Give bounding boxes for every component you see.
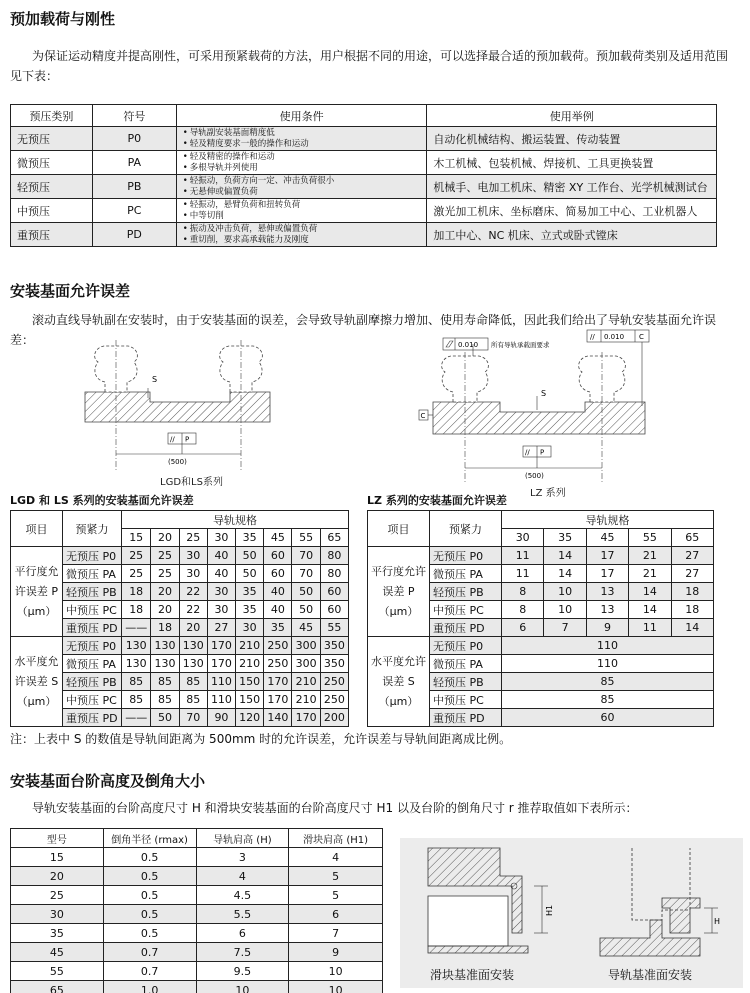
- preload-symbol: PC: [92, 199, 176, 223]
- tolerance-value: 27: [671, 565, 713, 583]
- table-row: [11, 886, 383, 905]
- rail-reference-label: 导轨基准面安装: [608, 968, 693, 982]
- tolerance-value: 14: [544, 547, 586, 565]
- tolerance-value: 18: [122, 601, 151, 619]
- table-row: [11, 199, 717, 223]
- table-cell: 7.5: [196, 943, 289, 962]
- table-cell: 4.5: [196, 886, 289, 905]
- lgd-ls-figure-label: LGD和LS系列: [160, 477, 223, 488]
- tolerance-value: 17: [586, 565, 628, 583]
- tolerance-value: 11: [502, 547, 544, 565]
- table-cell: 0.7: [103, 943, 196, 962]
- tolerance-value: 18: [122, 583, 151, 601]
- tolerance-value: 20: [151, 601, 179, 619]
- table-cell: 25: [11, 886, 104, 905]
- tolerance-value: 130: [179, 637, 207, 655]
- flatness-note: 所有导轨承载面要求: [491, 341, 550, 349]
- tolerance-value: 210: [292, 691, 320, 709]
- tolerance-value: 170: [207, 655, 235, 673]
- preload-label: 无预压 P0: [430, 637, 502, 655]
- tolerance-value: 60: [264, 565, 292, 583]
- tolerance-value: 13: [586, 583, 628, 601]
- size-cell: 35: [236, 529, 264, 547]
- table-cell: 0.7: [103, 962, 196, 981]
- tolerance-value: 250: [320, 673, 348, 691]
- tolerance-value: 30: [179, 565, 207, 583]
- tolerance-value: 250: [264, 637, 292, 655]
- preload-label: 微预压 PA: [63, 565, 122, 583]
- preload-label: 轻预压 PB: [63, 673, 122, 691]
- table-row: [368, 547, 714, 565]
- shoulder-height-table: [10, 828, 383, 993]
- tolerance-value: 11: [629, 619, 671, 637]
- datum-c: C: [420, 412, 426, 420]
- use-example: 加工中心、NC 机床、立式或卧式镗床: [427, 223, 717, 247]
- preload-label: 重预压 PD: [430, 709, 502, 727]
- tolerance-value: 85: [151, 673, 179, 691]
- table-header-row: [368, 511, 714, 529]
- tolerance-value: 25: [122, 547, 151, 565]
- size-cell: 35: [544, 529, 586, 547]
- s-label: S: [541, 389, 547, 398]
- table-cell: 9: [289, 943, 383, 962]
- preload-label: 微预压 PA: [63, 655, 122, 673]
- tolerance-value: 20: [179, 619, 207, 637]
- use-condition: • 轻振动，负荷方向一定、冲击负荷很小 • 无悬伸或偏置负荷: [176, 175, 427, 199]
- header-preload: 预紧力: [430, 511, 502, 547]
- size-cell: 20: [151, 529, 179, 547]
- preload-label: 中预压 PC: [430, 691, 502, 709]
- tolerance-value: 35: [264, 619, 292, 637]
- header-cell: 导轨肩高 (H): [196, 829, 289, 848]
- tolerance-value: 130: [151, 655, 179, 673]
- table-cell: 0.5: [103, 886, 196, 905]
- table-row: [11, 151, 717, 175]
- table-row: [11, 981, 383, 993]
- table-cell: 7: [289, 924, 383, 943]
- table-row: [11, 924, 383, 943]
- header-item: 项目: [368, 511, 430, 547]
- header-cell: 使用举例: [427, 105, 717, 127]
- tolerance-group: 水平度允许误差 S（μm）: [368, 637, 430, 727]
- tolerance-value: 35: [236, 601, 264, 619]
- table-cell: 10: [289, 962, 383, 981]
- table-cell: 10: [196, 981, 289, 993]
- preload-category: 微预压: [11, 151, 93, 175]
- tolerance-value: 25: [122, 565, 151, 583]
- preload-category: 轻预压: [11, 175, 93, 199]
- tolerance-value: 250: [320, 691, 348, 709]
- table-cell: 6: [289, 905, 383, 924]
- tolerance-value: 130: [122, 655, 151, 673]
- block-reference-label: 滑块基准面安装: [430, 968, 515, 982]
- preload-label: 重预压 PD: [63, 619, 122, 637]
- preload-label: 无预压 P0: [430, 547, 502, 565]
- preload-symbol: P0: [92, 127, 176, 151]
- preload-label: 轻预压 PB: [430, 673, 502, 691]
- tolerance-value: ——: [122, 709, 151, 727]
- table-cell: 0.5: [103, 848, 196, 867]
- table-cell: 5.5: [196, 905, 289, 924]
- parallel-symbol: //: [590, 333, 595, 341]
- table-row: [11, 848, 383, 867]
- tolerance-value: 22: [179, 583, 207, 601]
- parallel-value: 0.010: [604, 333, 625, 341]
- tolerance-value: 60: [264, 547, 292, 565]
- section-title-preload: 预加载荷与刚性: [10, 10, 116, 28]
- tolerance-value: 70: [179, 709, 207, 727]
- tolerance-value: 14: [671, 619, 713, 637]
- preload-label: 无预压 P0: [63, 547, 122, 565]
- tolerance-value: 25: [151, 565, 179, 583]
- tolerance-value: 9: [586, 619, 628, 637]
- size-cell: 65: [671, 529, 713, 547]
- table-cell: 0.5: [103, 867, 196, 886]
- table-row: [11, 905, 383, 924]
- h-label: H: [714, 917, 721, 926]
- table-row: [11, 867, 383, 886]
- tolerance-value: 30: [207, 601, 235, 619]
- tolerance-value: 110: [502, 655, 714, 673]
- size-cell: 30: [502, 529, 544, 547]
- preload-symbol: PB: [92, 175, 176, 199]
- tolerance-value: 8: [502, 601, 544, 619]
- tolerance-value: 130: [122, 637, 151, 655]
- tolerance-value: 40: [207, 547, 235, 565]
- tolerance-value: 150: [236, 691, 264, 709]
- tolerance-value: 40: [264, 583, 292, 601]
- table-cell: 45: [11, 943, 104, 962]
- tolerance-value: 27: [207, 619, 235, 637]
- tolerance-value: 30: [236, 619, 264, 637]
- tolerance-value: 170: [264, 691, 292, 709]
- tolerance-value: 60: [320, 601, 348, 619]
- tolerance-value: 120: [236, 709, 264, 727]
- tolerance-value: 50: [236, 547, 264, 565]
- tolerance-value: 10: [544, 601, 586, 619]
- header-cell: 使用条件: [176, 105, 427, 127]
- table-cell: 6: [196, 924, 289, 943]
- use-example: 自动化机械结构、搬运装置、传动装置: [427, 127, 717, 151]
- parallel-symbol: //: [170, 435, 175, 444]
- section-title-shoulder-height: 安装基面台阶高度及倒角大小: [10, 772, 206, 790]
- tolerance-value: 85: [151, 691, 179, 709]
- preload-label: 中预压 PC: [430, 601, 502, 619]
- tolerance-value: 150: [236, 673, 264, 691]
- tolerance-value: 210: [236, 655, 264, 673]
- tolerance-value: 10: [544, 583, 586, 601]
- use-condition: • 导轨副安装基面精度低 • 轻及精度要求一般的操作和运动: [176, 127, 427, 151]
- preload-label: 中预压 PC: [63, 601, 122, 619]
- size-cell: 15: [122, 529, 151, 547]
- use-condition: • 轻振动，悬臂负荷和扭转负荷 • 中等切削: [176, 199, 427, 223]
- table-cell: 15: [11, 848, 104, 867]
- table-cell: 4: [196, 867, 289, 886]
- size-cell: 65: [320, 529, 348, 547]
- tolerance-value: 40: [264, 601, 292, 619]
- preload-table: [10, 104, 717, 247]
- table-cell: 3: [196, 848, 289, 867]
- preload-label: 轻预压 PB: [63, 583, 122, 601]
- tolerance-group: 平行度允许误差 P（μm）: [11, 547, 63, 637]
- table-cell: 5: [289, 867, 383, 886]
- tolerance-value: 130: [179, 655, 207, 673]
- preload-label: 重预压 PD: [63, 709, 122, 727]
- lz-mounting-diagram: [415, 326, 655, 496]
- tolerance-value: 17: [586, 547, 628, 565]
- tolerance-value: 14: [629, 583, 671, 601]
- use-condition: • 振动及冲击负荷，悬伸或偏置负荷 • 重切削，要求高承载能力及刚度: [176, 223, 427, 247]
- use-example: 木工机械、包装机械、焊接机、工具更换装置: [427, 151, 717, 175]
- preload-category: 无预压: [11, 127, 93, 151]
- tolerance-value: 25: [151, 547, 179, 565]
- header-cell: 滑块肩高 (H1): [289, 829, 383, 848]
- tolerance-value: 210: [236, 637, 264, 655]
- tolerance-value: 30: [179, 547, 207, 565]
- tolerance-value: 21: [629, 547, 671, 565]
- header-cell: 符号: [92, 105, 176, 127]
- tolerance-value: 8: [502, 583, 544, 601]
- table-cell: 1.0: [103, 981, 196, 993]
- tolerance-value: 70: [292, 547, 320, 565]
- header-cell: 预压类别: [11, 105, 93, 127]
- tolerance-value: 250: [264, 655, 292, 673]
- tolerance-value: 85: [122, 691, 151, 709]
- p-label: P: [540, 448, 545, 457]
- tolerance-value: 300: [292, 637, 320, 655]
- table-header-row: [11, 829, 383, 848]
- tolerance-value: 130: [151, 637, 179, 655]
- p-label: P: [185, 435, 190, 444]
- header-spec: 导轨规格: [502, 511, 714, 529]
- shoulder-height-intro: 导轨安装基面的台阶高度尺寸 H 和滑块安装基面的台阶高度尺寸 H1 以及台阶的倒角尺寸 r 推荐取值如下表所示：: [32, 801, 638, 815]
- s-label: S: [152, 375, 158, 384]
- tolerance-value: 18: [671, 601, 713, 619]
- size-cell: 55: [629, 529, 671, 547]
- lz-tolerance-table: [367, 510, 714, 727]
- tolerance-value: 170: [292, 709, 320, 727]
- tolerance-value: 18: [151, 619, 179, 637]
- size-cell: 30: [207, 529, 235, 547]
- table-cell: 20: [11, 867, 104, 886]
- size-cell: 45: [264, 529, 292, 547]
- table-row: [11, 223, 717, 247]
- preload-category: 中预压: [11, 199, 93, 223]
- table-row: [11, 637, 349, 655]
- header-spec: 导轨规格: [122, 511, 349, 529]
- tolerance-value: 80: [320, 547, 348, 565]
- preload-category: 重预压: [11, 223, 93, 247]
- flatness-value: 0.010: [458, 341, 479, 349]
- tolerance-value: 40: [207, 565, 235, 583]
- tolerance-value: 350: [320, 655, 348, 673]
- tolerance-value: 18: [671, 583, 713, 601]
- tolerance-value: 85: [122, 673, 151, 691]
- preload-intro: 为保证运动精度并提高刚性，可采用预紧载荷的方法，用户根据不同的用途，可以选择最合适的预加载荷。预加载荷类别及适用范围见下表：: [10, 49, 729, 83]
- tolerance-value: 14: [629, 601, 671, 619]
- lz-table-caption: LZ 系列的安装基面允许误差: [367, 494, 507, 507]
- lz-figure-label: LZ 系列: [530, 488, 566, 499]
- tolerance-value: 350: [320, 637, 348, 655]
- lgd-ls-table-caption: LGD 和 LS 系列的安装基面允许误差: [10, 494, 194, 507]
- header-item: 项目: [11, 511, 63, 547]
- table-cell: 4: [289, 848, 383, 867]
- distance-label: (500): [168, 458, 187, 466]
- header-preload: 预紧力: [63, 511, 122, 547]
- tolerance-value: 7: [544, 619, 586, 637]
- distance-label: (500): [525, 472, 544, 480]
- tolerance-value: 170: [207, 637, 235, 655]
- table-row: [11, 175, 717, 199]
- tolerance-value: 13: [586, 601, 628, 619]
- header-cell: 型号: [11, 829, 104, 848]
- tolerance-value: 50: [292, 583, 320, 601]
- tolerance-value: 6: [502, 619, 544, 637]
- preload-label: 重预压 PD: [430, 619, 502, 637]
- table-cell: 5: [289, 886, 383, 905]
- table-note: 注：上表中 S 的数值是导轨间距离为 500mm 时的允许误差，允许误差与导轨间距离成比例。: [10, 732, 512, 746]
- preload-label: 微预压 PA: [430, 655, 502, 673]
- tolerance-value: 140: [264, 709, 292, 727]
- preload-symbol: PA: [92, 151, 176, 175]
- size-cell: 25: [179, 529, 207, 547]
- preload-symbol: PD: [92, 223, 176, 247]
- tolerance-value: 35: [236, 583, 264, 601]
- use-example: 机械手、电加工机床、精密 XY 工作台、光学机械测试台: [427, 175, 717, 199]
- preload-label: 中预压 PC: [63, 691, 122, 709]
- table-row: [368, 637, 714, 655]
- tolerance-value: 50: [236, 565, 264, 583]
- table-row: [11, 127, 717, 151]
- table-cell: 65: [11, 981, 104, 993]
- table-cell: 10: [289, 981, 383, 993]
- tolerance-value: ——: [122, 619, 151, 637]
- table-cell: 0.5: [103, 924, 196, 943]
- use-example: 激光加工机床、坐标磨床、简易加工中心、工业机器人: [427, 199, 717, 223]
- table-row: [11, 943, 383, 962]
- tolerance-value: 50: [151, 709, 179, 727]
- h1-label: H1: [545, 904, 554, 916]
- tolerance-value: 110: [207, 673, 235, 691]
- table-cell: 55: [11, 962, 104, 981]
- lgd-ls-mounting-diagram: [80, 340, 300, 490]
- tolerance-value: 60: [320, 583, 348, 601]
- table-row: [11, 547, 349, 565]
- tolerance-value: 70: [292, 565, 320, 583]
- tolerance-value: 27: [671, 547, 713, 565]
- tolerance-value: 22: [179, 601, 207, 619]
- tolerance-value: 45: [292, 619, 320, 637]
- tolerance-value: 30: [207, 583, 235, 601]
- size-cell: 55: [292, 529, 320, 547]
- header-cell: 倒角半径 (rmax): [103, 829, 196, 848]
- table-cell: 9.5: [196, 962, 289, 981]
- table-cell: 30: [11, 905, 104, 924]
- tolerance-value: 85: [502, 673, 714, 691]
- tolerance-value: 110: [207, 691, 235, 709]
- tolerance-value: 210: [292, 673, 320, 691]
- shoulder-diagram: [400, 838, 743, 968]
- size-cell: 45: [586, 529, 628, 547]
- preload-label: 微预压 PA: [430, 565, 502, 583]
- mounting-error-intro: 滚动直线导轨副在安装时，由于安装基面的误差，会导致导轨副摩擦力增加、使用寿命降低，因此我们给出了导轨安装基面允许误差：: [10, 313, 717, 347]
- tolerance-value: 60: [502, 709, 714, 727]
- tolerance-value: 21: [629, 565, 671, 583]
- tolerance-value: 85: [179, 673, 207, 691]
- tolerance-value: 14: [544, 565, 586, 583]
- table-row: [11, 962, 383, 981]
- tolerance-value: 110: [502, 637, 714, 655]
- table-header-row: [11, 511, 349, 529]
- table-cell: 35: [11, 924, 104, 943]
- tolerance-value: 80: [320, 565, 348, 583]
- section-title-mounting-error: 安装基面允许误差: [10, 282, 131, 300]
- lgd-ls-tolerance-table: [10, 510, 349, 727]
- table-cell: 0.5: [103, 905, 196, 924]
- tolerance-value: 90: [207, 709, 235, 727]
- preload-label: 无预压 P0: [63, 637, 122, 655]
- parallel-symbol: //: [525, 448, 530, 457]
- datum-label: C: [639, 333, 644, 341]
- tolerance-value: 300: [292, 655, 320, 673]
- use-condition: • 轻及精密的操作和运动 • 多根导轨并列使用: [176, 151, 427, 175]
- table-header-row: [11, 105, 717, 127]
- tolerance-value: 85: [179, 691, 207, 709]
- preload-label: 轻预压 PB: [430, 583, 502, 601]
- tolerance-value: 11: [502, 565, 544, 583]
- tolerance-value: 55: [320, 619, 348, 637]
- tolerance-value: 20: [151, 583, 179, 601]
- tolerance-group: 平行度允许误差 P（μm）: [368, 547, 430, 637]
- tolerance-value: 170: [264, 673, 292, 691]
- tolerance-value: 50: [292, 601, 320, 619]
- tolerance-value: 85: [502, 691, 714, 709]
- tolerance-value: 200: [320, 709, 348, 727]
- tolerance-group: 水平度允许误差 S（μm）: [11, 637, 63, 727]
